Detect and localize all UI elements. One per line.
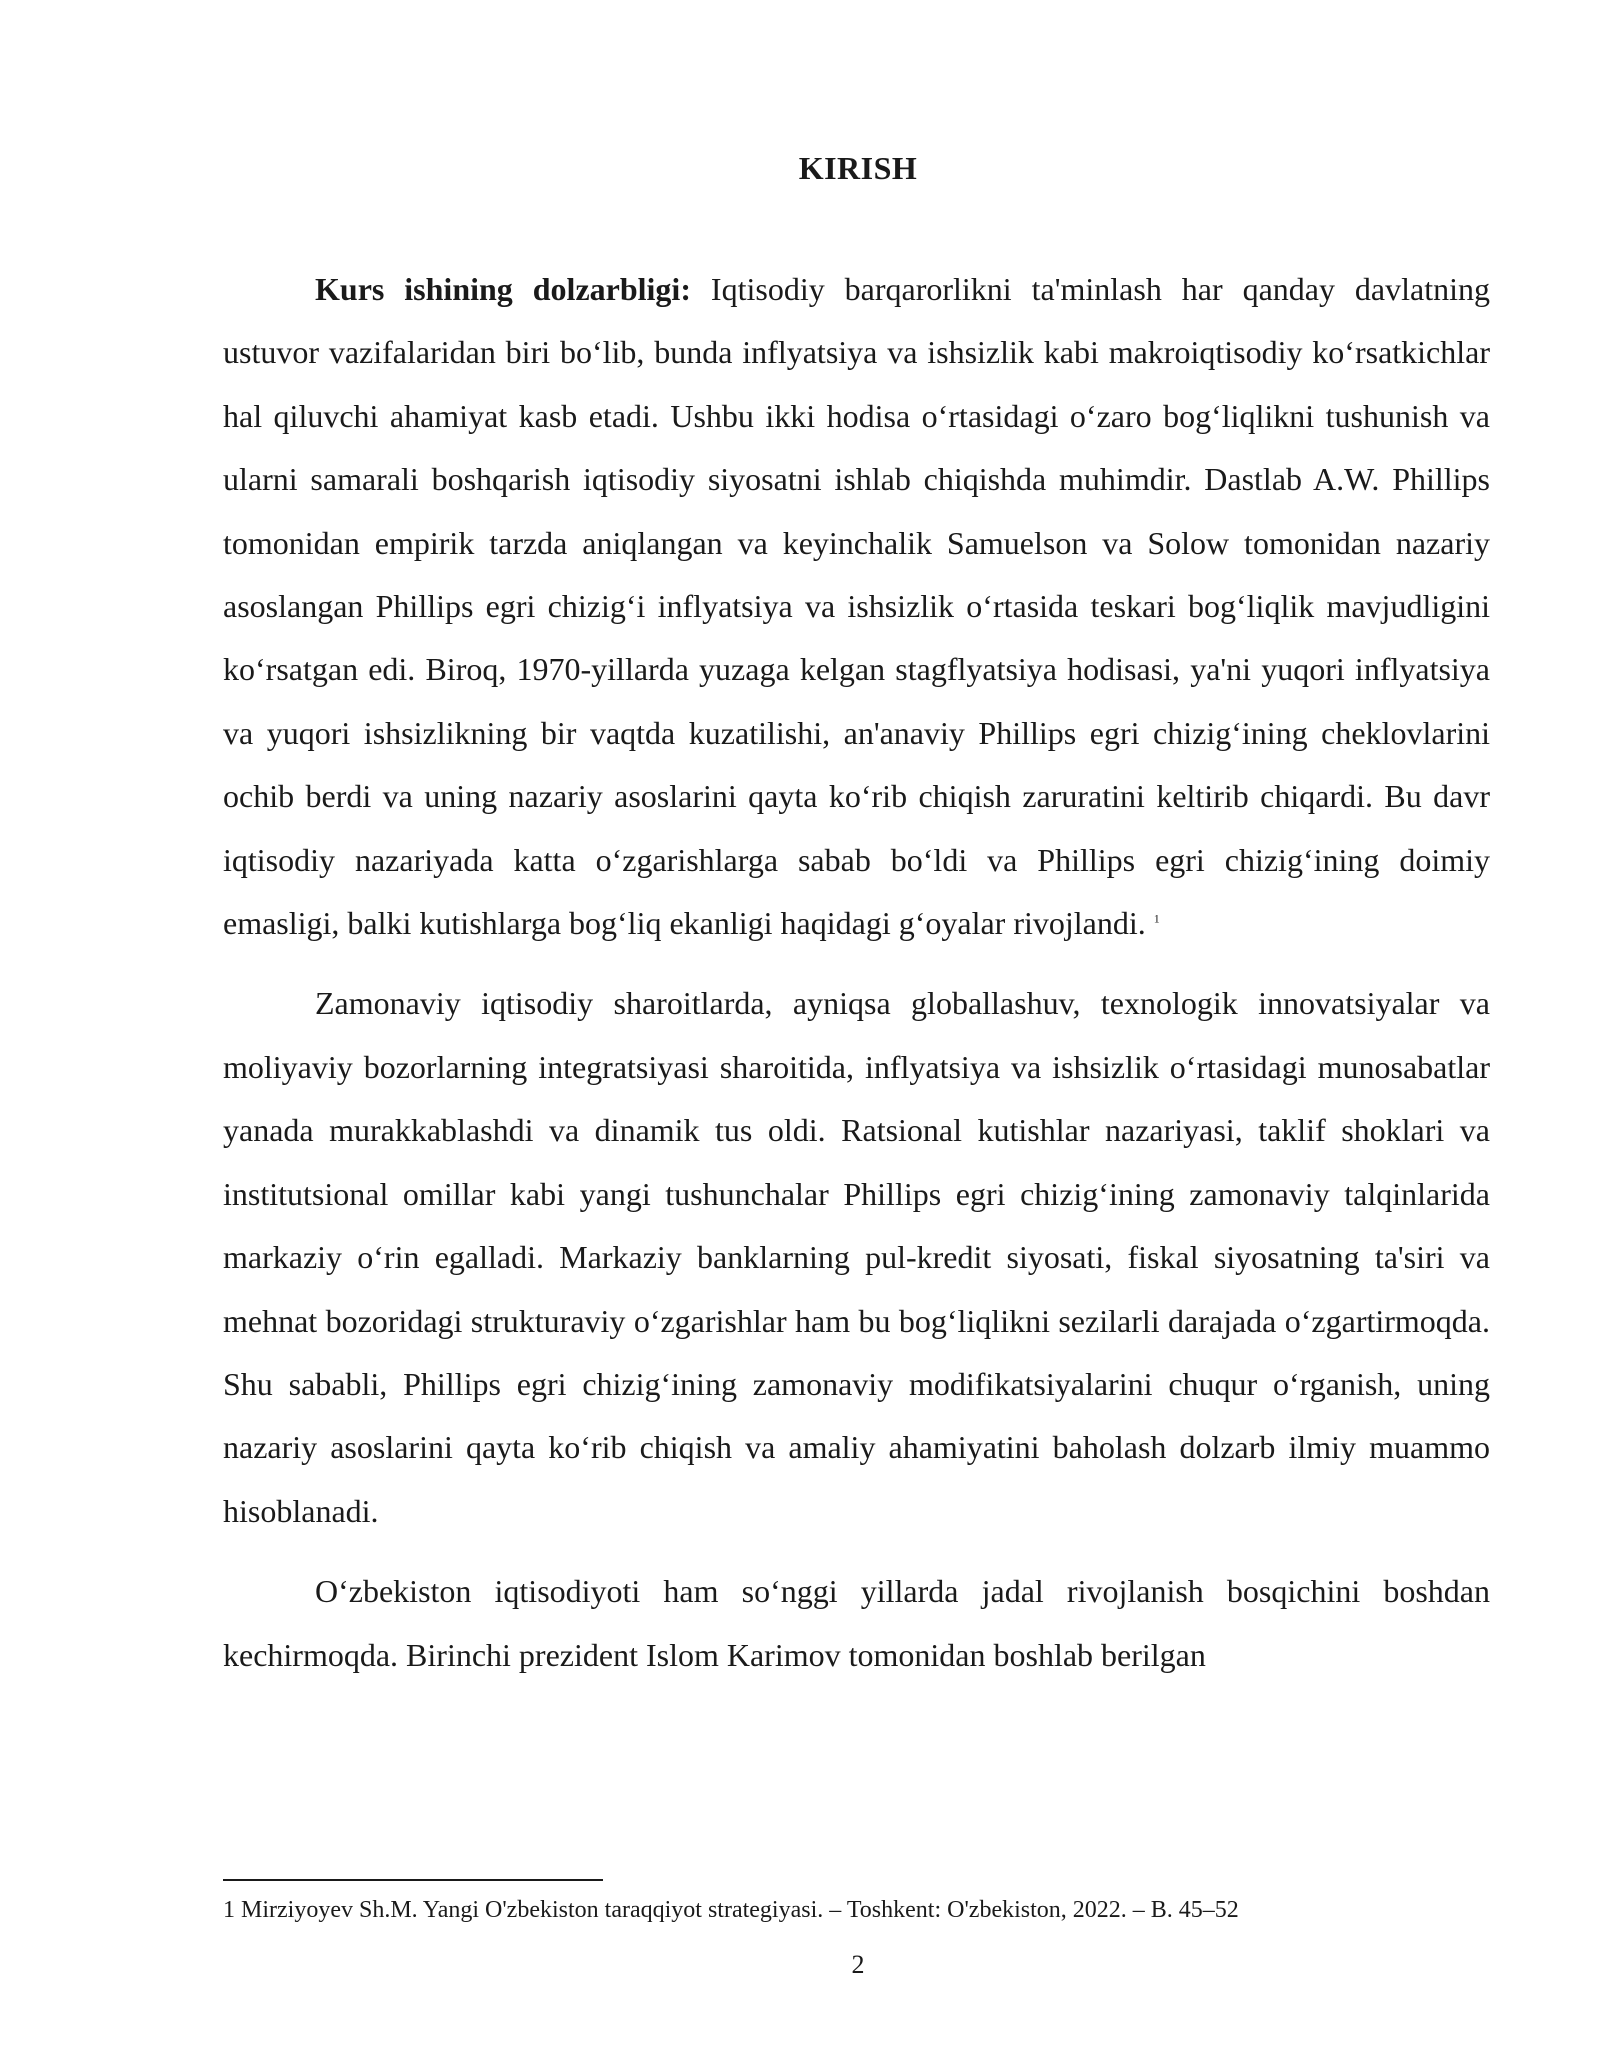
page-title: KIRISH xyxy=(798,150,918,186)
paragraph-relevance xyxy=(223,258,1490,955)
paragraph-modern-conditions xyxy=(223,972,1490,1543)
page-number: 2 xyxy=(851,1950,865,1979)
body-text xyxy=(223,258,1490,1704)
footnote-separator xyxy=(223,1879,603,1881)
footnote: 1 Mirziyoyev Sh.M. Yangi O'zbekiston taraqqiyot strategiyasi. – Toshkent: O'zbekiston, 2022. – B. 45–52 xyxy=(223,1897,1239,1923)
paragraph-text: Iqtisodiy barqarorlikni ta'minlash har qanday davlatning ustuvor vazifalaridan biri boʻlib, bunda inflyatsiya va ishsizlik kabi makroiqtisodiy koʻrsatkichlar hal qiluvchi ahamiyat kasb etadi. Ushbu ikki hodisa oʻrtasidagi oʻzaro bogʻliqlikni tushunish va ularni samarali boshqarish iqtisodiy siyosatni ishlab chiqishda muhimdir. Dastlab A.W. Phillips tomonidan empirik tarzda aniqlangan va keyinchalik Samuelson va Solow tomonidan nazariy asoslangan Phillips egri chizigʻi inflyatsiya va ishsizlik oʻrtasida teskari bogʻliqlik mavjudligini koʻrsatgan edi. Biroq, 1970-yillarda yuzaga kelgan stagflyatsiya hodisasi, ya'ni yuqori inflyatsiya va yuqori ishsizlikning bir vaqtda kuzatilishi, an'anaviy Phillips egri chizigʻining cheklovlarini ochib berdi va uning nazariy asoslarini qayta koʻrib chiqish zaruratini keltirib chiqardi. Bu davr iqtisodiy nazariyada katta oʻzgarishlarga sabab boʻldi va Phillips egri chizigʻining doimiy emasligi, balki kutishlarga bogʻliq ekanligi haqidagi gʻoyalar rivojlandi. xyxy=(223,271,1491,942)
paragraph-uzbekistan xyxy=(223,1560,1490,1687)
paragraph-text: Oʻzbekiston iqtisodiyoti ham soʻnggi yillarda jadal rivojlanish bosqichini boshdan kechirmoqda. Birinchi prezident Islom Karimov tomonidan boshlab berilgan xyxy=(223,1573,1490,1673)
paragraph-lead: Kurs ishining dolzarbligi: xyxy=(315,271,691,307)
footnote-reference[interactable]: 1 xyxy=(1153,911,1160,926)
paragraph-text: Zamonaviy iqtisodiy sharoitlarda, ayniqsa globallashuv, texnologik innovatsiyalar va moliyaviy bozorlarning integratsiyasi sharoitida, inflyatsiya va ishsizlik oʻrtasidagi munosabatlar yanada murakkablashdi va dinamik tus oldi. Ratsional kutishlar nazariyasi, taklif shoklari va institutsional omillar kabi yangi tushunchalar Phillips egri chizigʻining zamonaviy talqinlarida markaziy oʻrin egalladi. Markaziy banklarning pul-kredit siyosati, fiskal siyosatning ta'siri va mehnat bozoridagi strukturaviy oʻzgarishlar ham bu bogʻliqlikni sezilarli darajada oʻzgartirmoqda. Shu sababli, Phillips egri chizigʻining zamonaviy modifikatsiyalarini chuqur oʻrganish, uning nazariy asoslarini qayta koʻrib chiqish va amaliy ahamiyatini baholash dolzarb ilmiy muammo hisoblanadi. xyxy=(223,985,1490,1529)
